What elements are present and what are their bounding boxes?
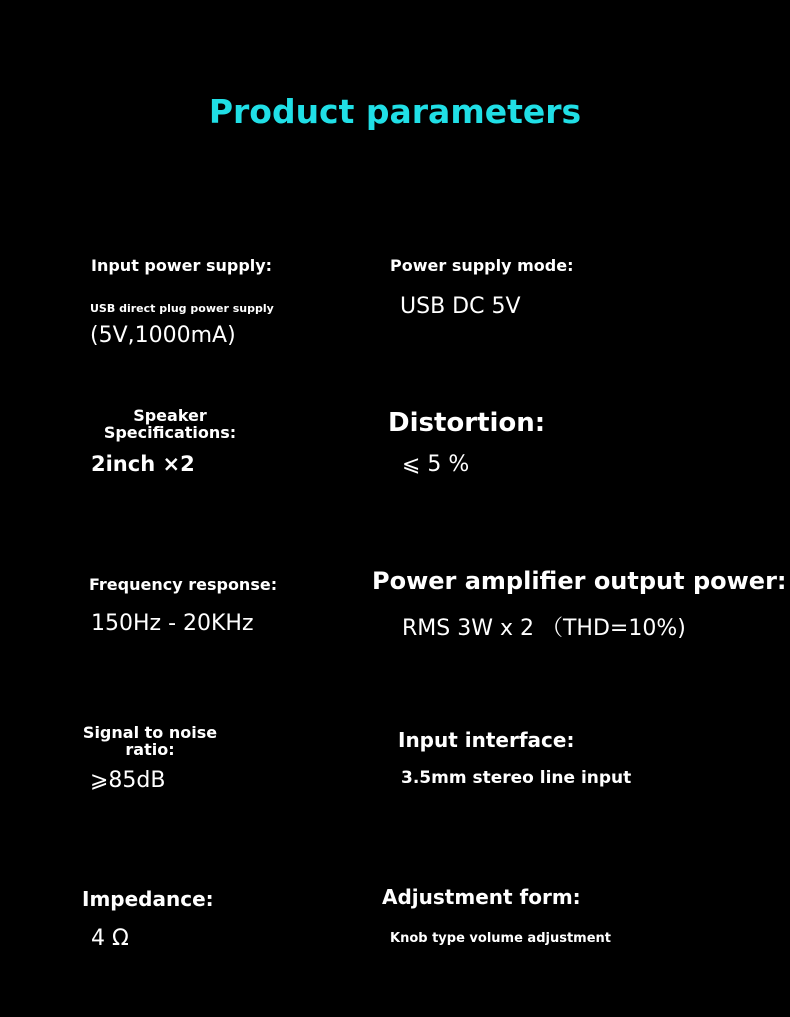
frequency-label: Frequency response: — [89, 575, 278, 594]
frequency-value: 150Hz - 20KHz — [91, 611, 254, 636]
power-mode-label: Power supply mode: — [390, 256, 574, 275]
interface-value: 3.5mm stereo line input — [401, 768, 632, 788]
impedance-label: Impedance: — [82, 887, 214, 911]
distortion-value: ⩽ 5 % — [402, 452, 470, 477]
snr-label — [80, 724, 220, 758]
adjustment-value: Knob type volume adjustment — [390, 931, 612, 946]
distortion-label: Distortion: — [388, 408, 546, 438]
input-power-label: Input power supply: — [91, 256, 273, 275]
adjustment-label: Adjustment form: — [382, 885, 581, 909]
snr-label-line1: Signal to noise — [82, 723, 218, 742]
speaker-label-line1: Speaker — [133, 406, 207, 425]
input-power-value-line2: (5V,1000mA) — [90, 323, 236, 348]
interface-label: Input interface: — [398, 728, 575, 752]
impedance-value: 4 Ω — [91, 926, 129, 951]
speaker-value: 2inch ×2 — [91, 452, 195, 476]
amplifier-value: RMS 3W x 2 （THD=10%) — [402, 616, 686, 641]
amplifier-label: Power amplifier output power: — [372, 567, 787, 595]
snr-label-line2: ratio: — [125, 740, 175, 759]
snr-value: ⩾85dB — [90, 768, 166, 793]
speaker-label — [100, 407, 240, 441]
input-power-value-line1: USB direct plug power supply — [90, 302, 274, 315]
speaker-label-line2: Specifications: — [103, 423, 237, 442]
page-title: Product parameters — [208, 92, 582, 131]
power-mode-value: USB DC 5V — [400, 294, 521, 319]
